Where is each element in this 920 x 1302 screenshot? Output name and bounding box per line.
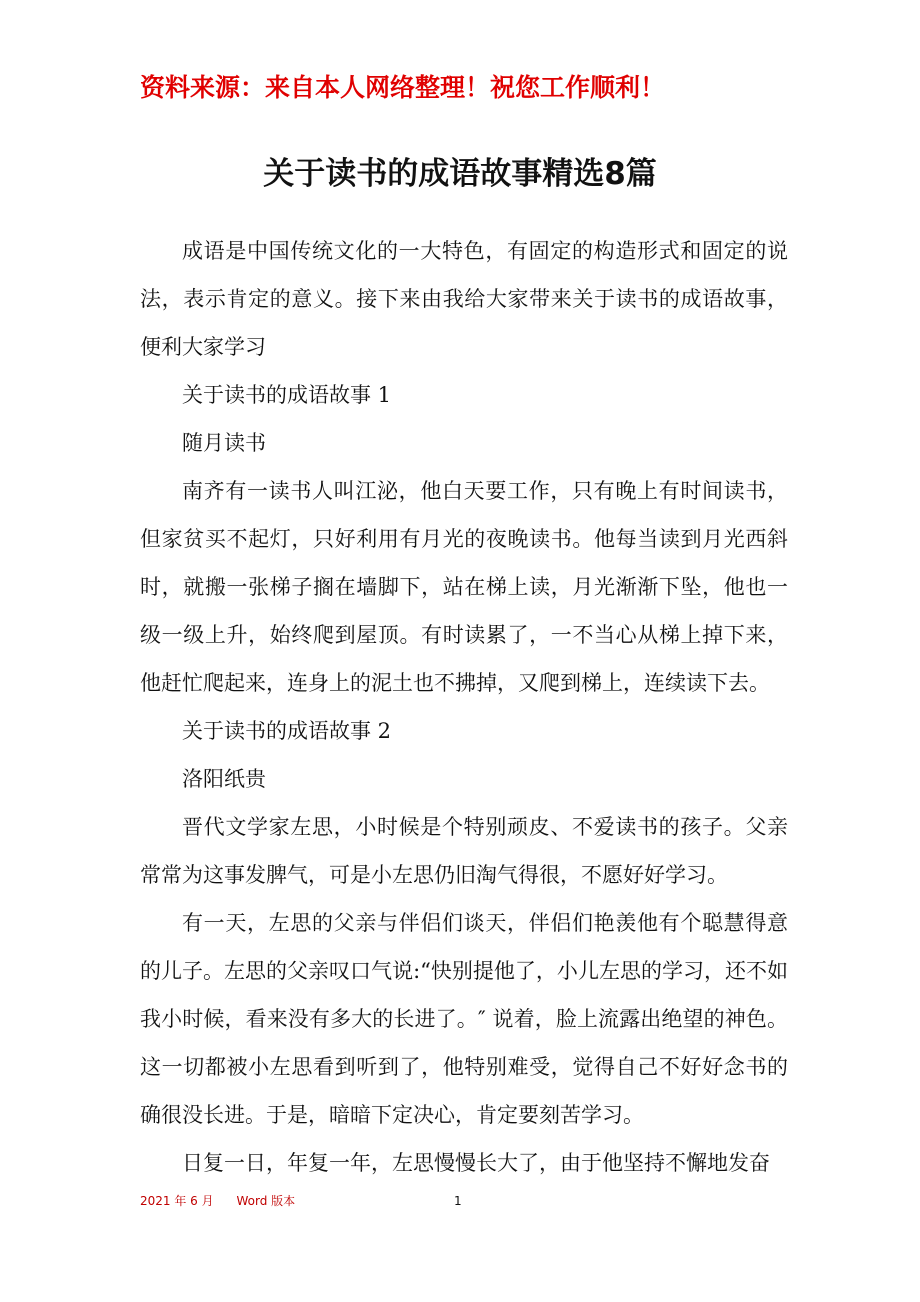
page-number: 1 bbox=[454, 1194, 462, 1208]
footer-date: 2021 年 6 月 bbox=[140, 1194, 214, 1208]
section-heading-2: 关于读书的成语故事 2 bbox=[182, 719, 392, 743]
document-body bbox=[140, 227, 788, 1187]
page-footer bbox=[0, 1190, 920, 1212]
story-paragraph: 南齐有一读书人叫江泌，他白天要工作，只有晚上有时间读书，但家贫买不起灯，只好利用有月光的夜晚读书。他每当读到月光西斜时，就搬一张梯子搁在墙脚下，站在梯上读，月光渐渐下坠，他也一级一级上升，始终爬到屋顶。有时读累了，一不当心从梯上掉下来，他赶忙爬起来，连身上的泥土也不拂掉，又爬到梯上，连续读下去。 bbox=[140, 479, 788, 695]
story-title-1: 随月读书 bbox=[182, 431, 266, 455]
document-title: 关于读书的成语故事精选8篇 bbox=[263, 156, 657, 192]
footer-version: Word 版本 bbox=[236, 1194, 296, 1208]
footer-date-version bbox=[140, 1190, 295, 1212]
story-paragraph: 有一天，左思的父亲与伴侣们谈天，伴侣们艳羡他有个聪慧得意的儿子。左思的父亲叹口气说:“快别提他了，小儿左思的学习，还不如我小时候，看来没有多大的长进了。″ 说着，脸上流露出绝望的神色。这一切都被小左思看到听到了，他特别难受，觉得自己不好好念书的确很没长进。于是，暗暗下定决心，肯定要刻苦学习。 bbox=[140, 911, 788, 1127]
story-title-2: 洛阳纸贵 bbox=[182, 767, 266, 791]
story-paragraph: 晋代文学家左思，小时候是个特别顽皮、不爱读书的孩子。父亲常常为这事发脾气，可是小左思仍旧淘气得很，不愿好好学习。 bbox=[140, 815, 788, 887]
intro-paragraph: 成语是中国传统文化的一大特色，有固定的构造形式和固定的说法，表示肯定的意义。接下来由我给大家带来关于读书的成语故事，便利大家学习 bbox=[140, 239, 788, 359]
story-paragraph: 日复一日，年复一年，左思慢慢长大了，由于他坚持不懈地发奋 bbox=[182, 1151, 770, 1175]
section-heading-1: 关于读书的成语故事 1 bbox=[182, 383, 392, 407]
source-banner: 资料来源：来自本人网络整理！祝您工作顺利！ bbox=[140, 73, 666, 102]
